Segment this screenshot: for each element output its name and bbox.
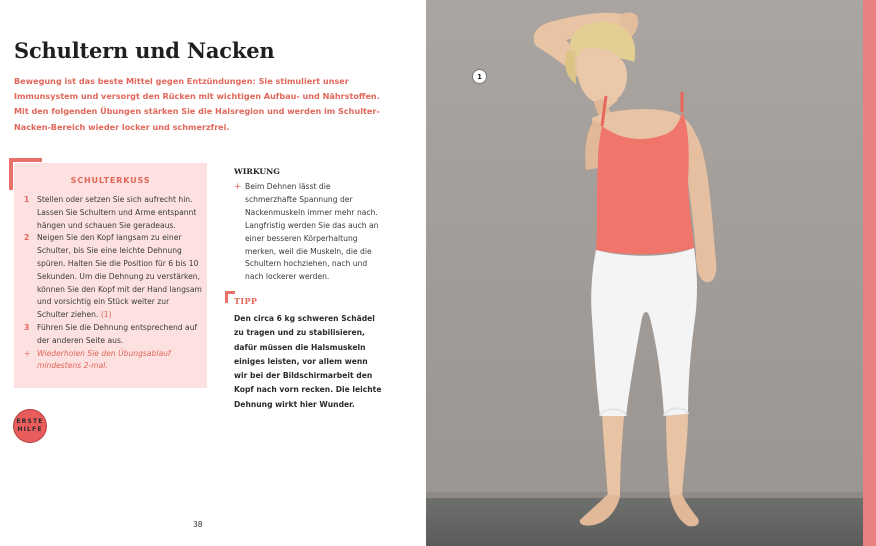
step-number: 3 [24,322,30,332]
page-number: 38 [193,520,203,529]
plus-icon: + [234,182,242,192]
erste-hilfe-badge [13,409,47,443]
exercise-steps [24,194,202,373]
intro-text: Bewegung ist das beste Mittel gegen Entzündungen: Sie stimuliert unser Immunsystem und versorgt den Rücken mit wichtigen Aufbau- und Nährstoffen. Mit den folgenden Übungen stärken Sie die Halsregion und werden im Schulter-Nacken-Bereich wieder locker und schmerzfrei. [14,76,380,132]
corner-bracket-icon [9,158,42,190]
page-title: Schultern und Nacken [14,38,275,63]
step-text-body: Neigen Sie den Kopf langsam zu einer Schulter, bis Sie eine leichte Dehnung spüren. Halten Sie die Position für 6 bis 10 Sekunden. Um die Dehnung zu verstärken, können Sie den Kopf mit der Hand langsam und vorsichtig ein Stück weiter zur Schulter ziehen. [37,233,202,320]
exercise-title: SCHULTERKUSS [70,175,151,185]
step-1 [24,194,202,232]
step-text [37,232,202,322]
step-extra-text: Wiederholen Sie den Übungsablauf mindestens 2-mal. [37,348,171,371]
exercise-photo [426,0,863,546]
left-page [0,0,426,546]
badge-line-1: ERSTE [16,418,44,425]
step-text: Stellen oder setzen Sie sich aufrecht hin. Lassen Sie Schultern und Arme entspannt hängen und schauen Sie geradeaus. [37,195,197,230]
step-2 [24,232,202,322]
page-edge-strip [863,0,876,546]
wirkung-text: Beim Dehnen lässt die schmerzhafte Spannung der Nackenmuskeln immer mehr nach. Langfristig werden Sie das auch an einer besseren Körperhaltung merken, weil die Muskeln, die die Schultern hochziehen, nach und nach lockerer werden. [245,182,379,282]
photo-reference: (1) [100,310,112,320]
wirkung-heading: WIRKUNG [234,167,280,176]
badge-line-2: HILFE [17,426,43,433]
tipp-text: Den circa 6 kg schweren Schädel zu tragen und zu stabilisieren, dafür müssen die Halsmuskeln einiges leisten, vor allem wenn wir bei der Bildschirmarbeit den Kopf nach vorn recken. Die leichte Dehnung wirkt hier Wunder. [234,314,382,409]
step-text: Führen Sie die Dehnung entsprechend auf der anderen Seite aus. [37,322,198,345]
exercise-box [14,163,207,388]
tipp-heading: TIPP [234,296,258,306]
woman-stretching-figure [426,0,863,546]
plus-icon: + [24,348,31,358]
photo-step-marker: 1 [472,69,487,84]
step-3 [24,322,202,348]
step-number: 1 [24,195,30,204]
step-extra [24,348,202,374]
wirkung-section [234,181,384,284]
step-number: 2 [24,233,30,243]
